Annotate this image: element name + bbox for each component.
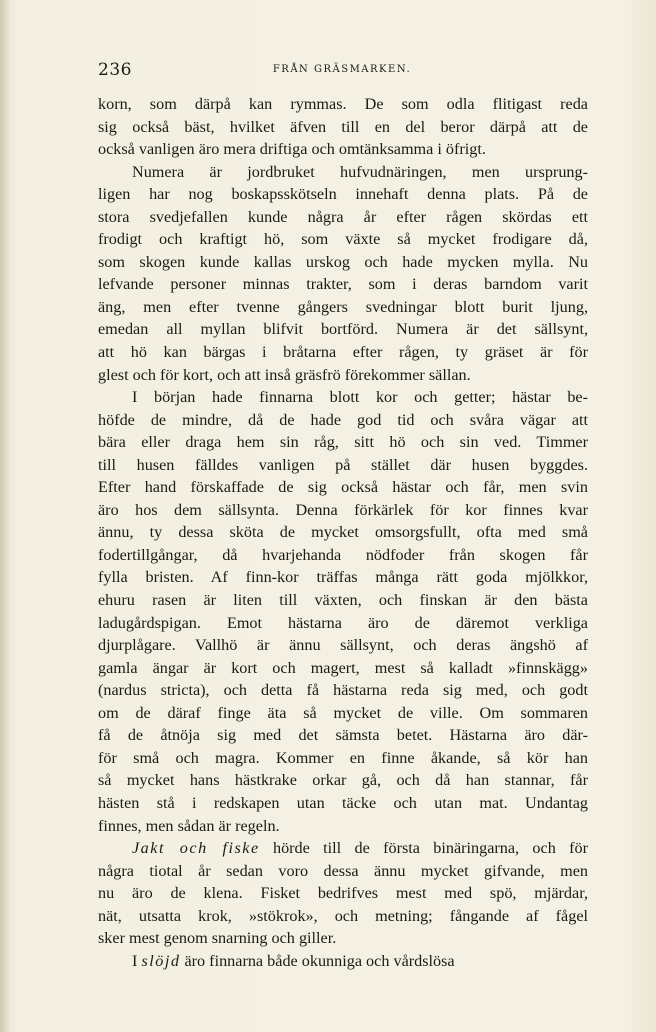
text-line: emedan all myllan blifvit bortförd. Numera är det sällsynt, — [98, 320, 588, 339]
text-line: korn, som därpå kan rymmas. De som odla flitigast reda — [98, 95, 588, 113]
text-segment: äro finnarna både okunniga och vårdslösa — [180, 951, 455, 970]
text-line: ehuru rasen är liten till växten, och finskan är den bästa — [98, 591, 588, 610]
text-line: för små och magra. Kommer en finne åkande, så kör han — [98, 748, 588, 767]
text-line: äro hos dem sällsynta. Denna förkärlek för kor finnes kvar — [98, 500, 588, 519]
text-line: Numera är jordbruket hufvudnäringen, men ursprung- — [132, 162, 588, 181]
text-line: glest och för kort, och att inså gräsfrö förekommer sällan. — [98, 365, 471, 384]
text-segment: I — [132, 951, 142, 970]
text-line: ännu, ty dessa sköta de mycket omsorgsfullt, ofta med små — [98, 523, 588, 542]
body-text — [98, 93, 588, 972]
text-line: stora svedjefallen kunde några år efter rågen skördas ett — [98, 207, 588, 226]
page-header — [98, 60, 586, 84]
text-line: finnes, men sådan är regeln. — [98, 816, 280, 835]
text-line: (nardus stricta), och detta få hästarna reda sig med, och godt — [98, 681, 588, 700]
page-number: 236 — [98, 60, 132, 80]
text-line: också vanligen äro mera driftiga och omtänksamma i öfrigt. — [98, 140, 486, 159]
text-line: nät, utsatta krok, »stökrok», och metning; fångande af fågel — [98, 906, 588, 925]
text-line: Efter hand förskaffade de sig också hästar och får, men svin — [98, 478, 588, 497]
text-line: så mycket hans hästkrake orkar gå, och då han stannar, får — [98, 771, 588, 790]
text-line: sker mest genom snarning och giller. — [98, 929, 337, 948]
text-line: frodigt och kraftigt hö, som växte så mycket frodigare då, — [98, 230, 588, 249]
text-line: nu äro de klena. Fisket bedrifves mest med spö, mjärdar, — [98, 884, 588, 903]
text-line — [98, 837, 588, 860]
text-segment: hörde till de första binäringarna, och för — [259, 839, 589, 858]
page-gutter — [0, 0, 9, 1032]
text-line: I början hade finnarna blott kor och getter; hästar be- — [132, 388, 588, 407]
text-line: bära eller draga hem sin råg, sitt hö och sin ved. Timmer — [98, 433, 588, 452]
text-line: några tiotal år sedan voro dessa ännu mycket gifvande, men — [98, 861, 588, 880]
text-line: om de däraf finge äta så mycket de ville. Om sommaren — [98, 703, 588, 722]
text-line: lefvande personer minnas trakter, som i deras barndom varit — [98, 275, 588, 294]
text-line: som skogen kunde kallas urskog och hade mycken mylla. Nu — [98, 252, 588, 271]
text-line: fodertillgångar, då hvarjehanda nödfoder från skogen får — [98, 545, 588, 564]
text-line — [98, 950, 588, 973]
text-line: fylla bristen. Af finn-kor träffas många rätt goda mjölkkor, — [98, 568, 588, 587]
text-line: gamla ängar är kort och magert, mest så kalladt »finnskägg» — [98, 658, 588, 677]
text-line: ligen har nog boskapsskötseln innehaft denna plats. På de — [98, 185, 588, 204]
text-line: djurplågare. Vallhö är ännu sällsynt, och deras ängshö af — [98, 636, 588, 655]
text-line: höfde de mindre, då de hade god tid och svåra vägar att — [98, 410, 588, 429]
text-line: sig också bäst, hvilket äfven till en del beror därpå att de — [98, 117, 588, 136]
text-line: ladugårdspigan. Emot hästarna äro de däremot verkliga — [98, 613, 588, 632]
italic-lead-slojd: slöjd — [141, 951, 181, 970]
text-line: få de åtnöja sig med det sämsta betet. Hästarna äro där- — [98, 726, 588, 745]
italic-lead-jakt-och-fiske: Jakt och fiske — [132, 839, 260, 858]
text-line: äng, men efter tvenne gångers svedningar blott burit ljung, — [98, 297, 588, 316]
text-line: till husen fälldes vanligen på stället där husen byggdes. — [98, 455, 588, 474]
text-line: hästen stå i redskapen utan täcke och utan mat. Undantag — [98, 793, 588, 812]
running-head: FRÅN GRÄSMARKEN. — [272, 64, 412, 75]
text-line: att hö kan bärgas i bråtarna efter rågen, ty gräset är för — [98, 343, 588, 362]
